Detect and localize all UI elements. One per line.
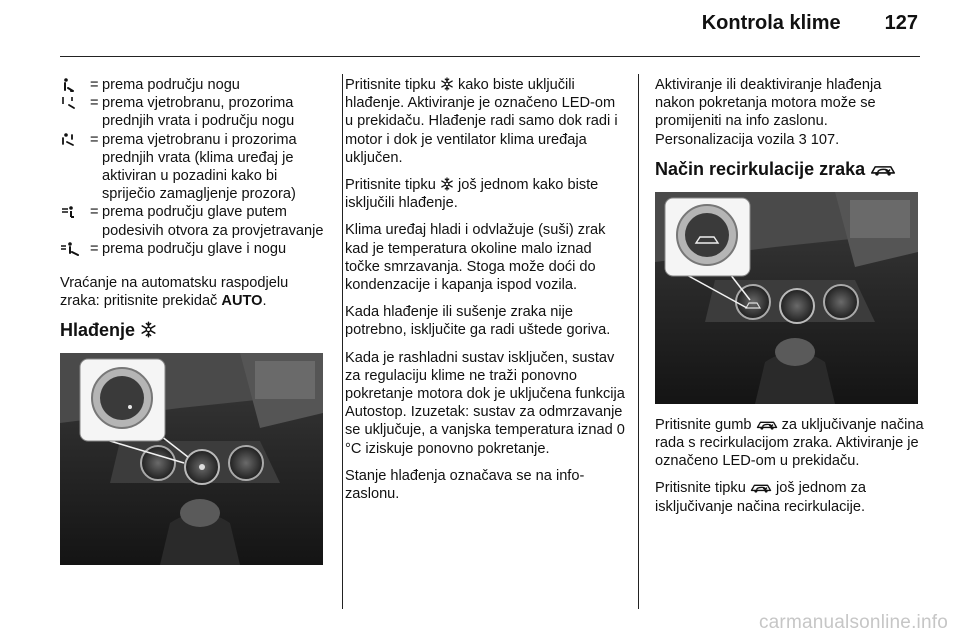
head-vent-icon [60, 203, 90, 220]
watermark: carmanualsonline.info [758, 612, 948, 633]
personalization-paragraph: Aktiviranje ili deaktiviranje hlađenja nakon pokretanja motora može se promijeniti na info zaslonu. Personalizacija vozila 3 107. [655, 77, 882, 148]
cooling-paragraph-5: Kada je rashladni sustav isključen, sustav za regulaciju klime ne traži ponovno pokretanje motora dok je uključena funkcija Autostop. Izuzetak: sustav za odmrzavanje se uključuje, a vanjska temperatura iznad 0 °C iziskuje ponovno pokretanje. [345, 349, 625, 457]
recirculation-paragraph-2: Pritisnite tipku još jednom za isključivanje načina recirkulacije. [655, 480, 867, 515]
auto-switch-label: AUTO [221, 293, 263, 310]
page-title: Kontrola klime [701, 12, 841, 34]
cooling-paragraph-2: Pritisnite tipku još jednom kako biste isključili hlađenje. [345, 177, 599, 212]
recirculation-heading: Način recirkulacije zraka [655, 158, 925, 180]
column-1 [60, 76, 328, 565]
foot-vent-icon [60, 76, 90, 93]
auto-paragraph: Vraćanje na automatsku raspodjelu zraka: pritisnite prekidač AUTO. [60, 275, 289, 310]
header-rule [60, 56, 920, 57]
column-divider-2 [638, 74, 639, 609]
snowflake-icon [440, 177, 454, 191]
distribution-item-foot: = prema području nogu [60, 76, 328, 94]
cooling-paragraph-6: Stanje hlađenja označava se na info-zaslonu. [345, 467, 585, 503]
column-divider-1 [342, 74, 343, 609]
column-2 [345, 76, 625, 512]
page-reference-arrow: 3 [798, 131, 807, 148]
cooling-paragraph-1: Pritisnite tipku kako biste uključili hlađenje. Aktiviranje je označeno LED-om u prekidaču. Hlađenje radi samo dok radi i motor i dok je ventilator klima uređaja uključen. [345, 77, 618, 166]
cooling-button-photo [60, 353, 323, 565]
column-3 [655, 76, 925, 525]
distribution-item-windscreen-foot: = prema vjetrobranu, prozorima prednjih vrata i području nogu [60, 94, 328, 130]
page-header [702, 12, 918, 35]
cooling-paragraph-3: Klima uređaj hladi i odvlažuje (suši) zrak kad je temperatura okoline malo iznad točke smrzavanja. Stoga može doći do kondenzacije i kapanja ispod vozila. [345, 222, 606, 294]
distribution-item-head: = prema području glave putem podesivih otvora za provjetravanje [60, 203, 328, 239]
recirculation-button-photo [655, 192, 918, 404]
distribution-item-head-foot: = prema području glave i nogu [60, 240, 328, 258]
recirculation-icon [870, 162, 896, 177]
snowflake-icon [440, 77, 454, 91]
snowflake-icon [140, 321, 157, 338]
recirculation-icon [750, 481, 772, 494]
cooling-paragraph-4: Kada hlađenje ili sušenje zraka nije potrebno, isključite ga radi uštede goriva. [345, 304, 611, 339]
recirculation-paragraph-1: Pritisnite gumb za uključivanje načina rada s recirkulacijom zraka. Aktiviranje je označeno LED-om u prekidaču. [655, 416, 924, 470]
distribution-item-windscreen: = prema vjetrobranu i prozorima prednjih vrata (klima uređaj je aktiviran u pozadini kako bi spriječio zamagljenje prozora) [60, 131, 328, 204]
windscreen-foot-vent-icon [60, 131, 90, 148]
page-number: 127 [884, 12, 918, 34]
recirculation-icon [756, 418, 778, 431]
cooling-heading: Hlađenje [60, 319, 328, 341]
head-foot-vent-icon [60, 240, 90, 257]
windscreen-vent-icon [60, 94, 90, 111]
